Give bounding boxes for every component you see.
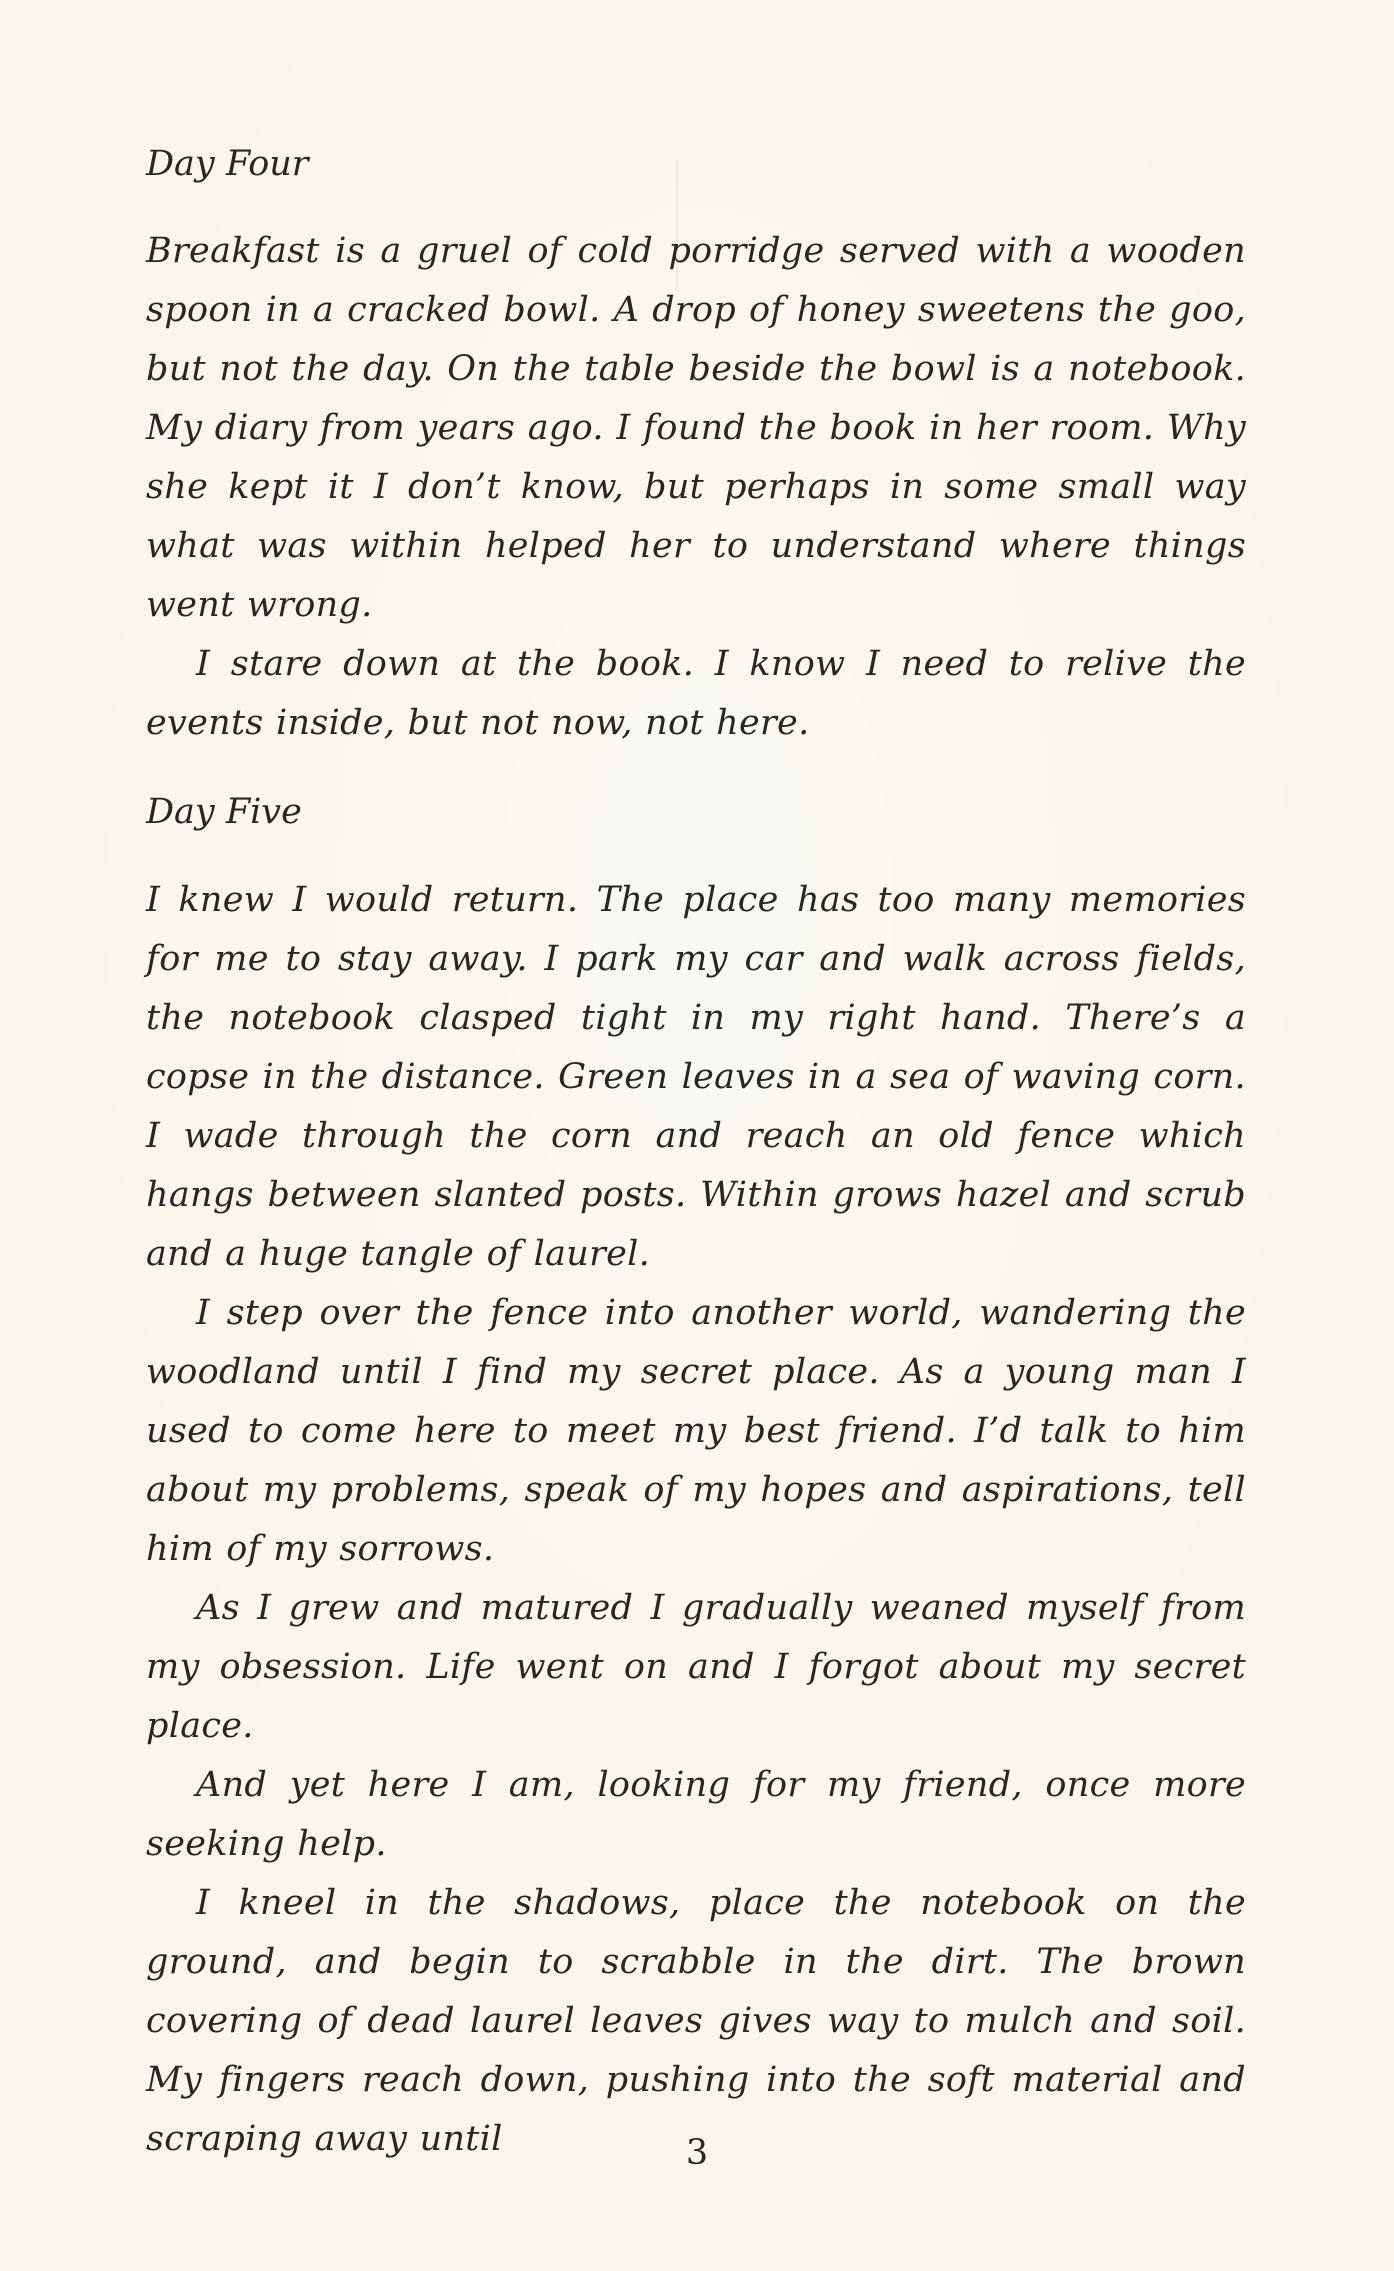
section-body-day-five — [146, 871, 1246, 2169]
paragraph: I step over the fence into another world, wandering the woodland until I find my secret place. As a young man I used to come here to meet my best friend. I’d talk to him about my problems, speak of my hopes and aspirations, tell him of my sorrows. — [146, 1293, 1246, 1569]
paragraph: Breakfast is a gruel of cold porridge served with a wooden spoon in a cracked bowl. A drop of honey sweetens the goo, but not the day. On the table beside the bowl is a notebook. My diary from years ago. I found the book in her room. Why she kept it I don’t know, but perhaps in some small way what was within helped her to understand where things went wrong. — [146, 231, 1246, 625]
section-heading-day-four: Day Four — [146, 144, 309, 184]
paragraph: And yet here I am, looking for my friend, once more seeking help. — [146, 1765, 1246, 1864]
paragraph: As I grew and matured I gradually weaned myself from my obsession. Life went on and I forgot about my secret place. — [146, 1588, 1246, 1746]
page-number: 3 — [685, 2133, 709, 2173]
paragraph: I kneel in the shadows, place the notebook on the ground, and begin to scrabble in the dirt. The brown covering of dead laurel leaves gives way to mulch and soil. My fingers reach down, pushing into the soft material and scraping away until — [146, 1883, 1246, 2159]
section-heading-day-five: Day Five — [146, 792, 302, 832]
paragraph: I stare down at the book. I know I need to relive the events inside, but not now, not here. — [146, 644, 1246, 743]
paragraph: I knew I would return. The place has too many memories for me to stay away. I park my car and walk across fields, the notebook clasped tight in my right hand. There’s a copse in the distance. Green leaves in a sea of waving corn. I wade through the corn and reach an old fence which hangs between slanted posts. Within grows hazel and scrub and a huge tangle of laurel. — [146, 880, 1246, 1274]
section-body-day-four — [146, 222, 1246, 753]
